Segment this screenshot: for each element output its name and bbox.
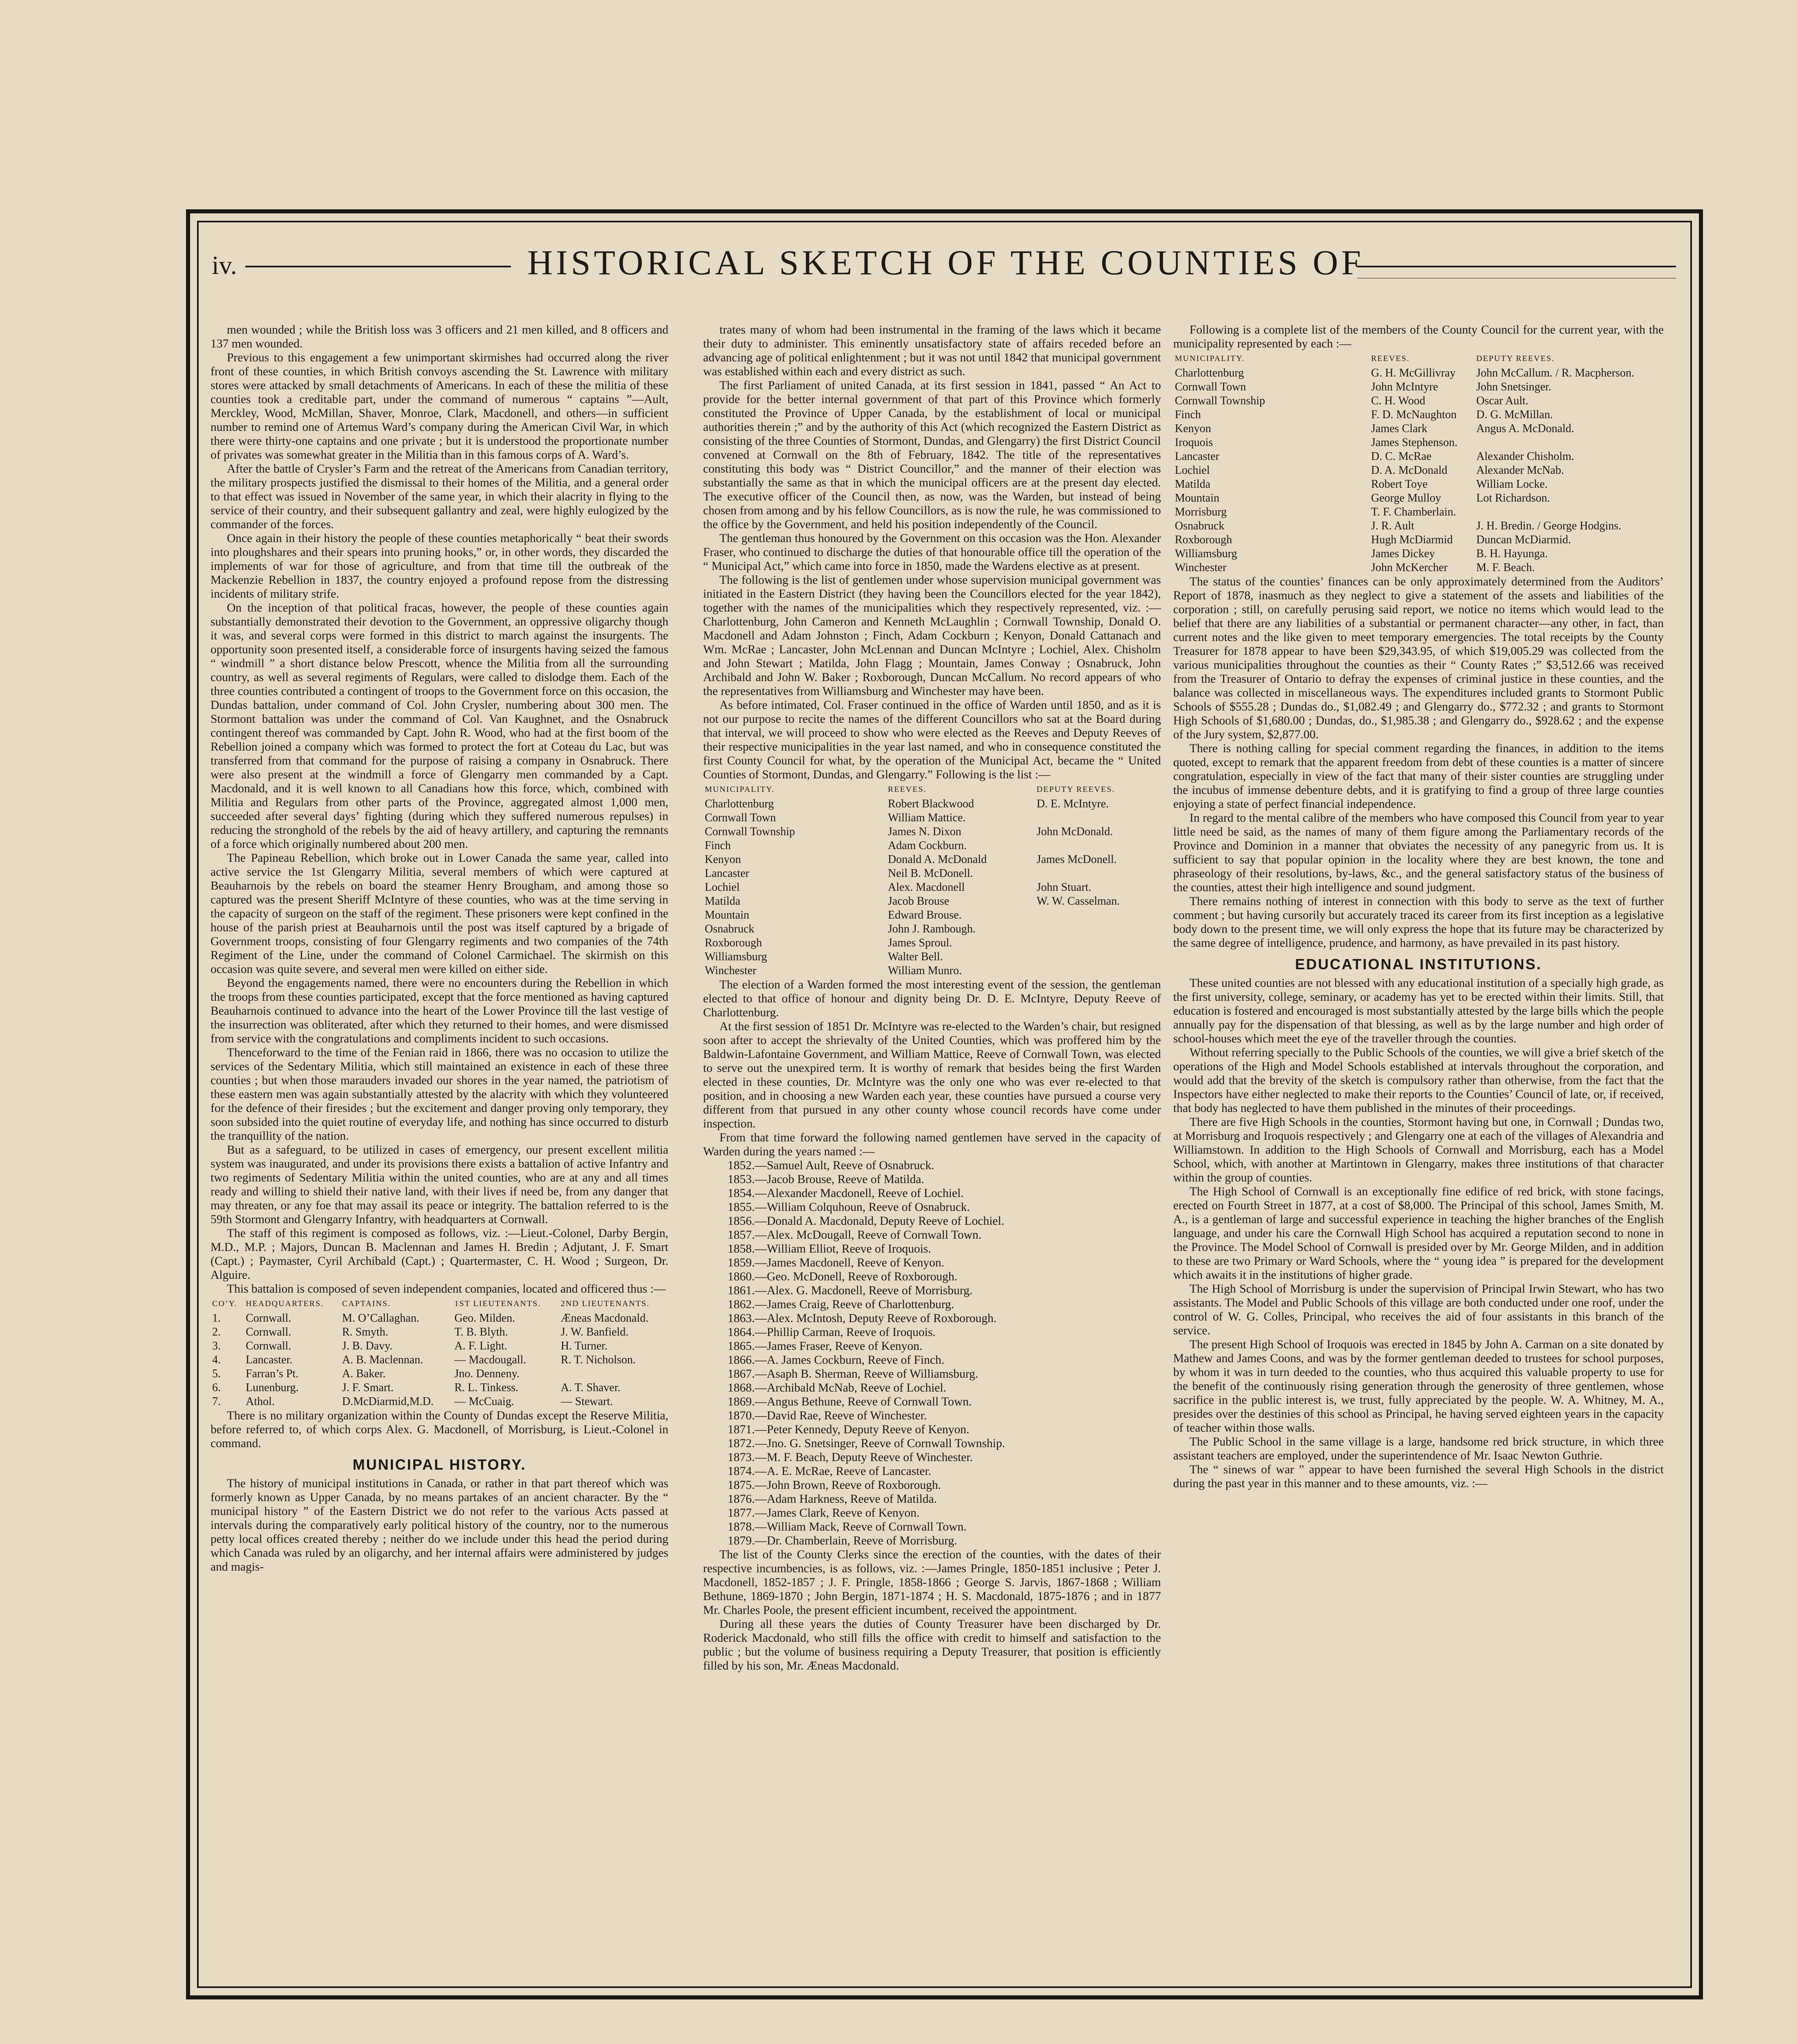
table-header-cell: REEVES. — [888, 785, 927, 794]
company-table-body — [211, 1311, 668, 1409]
council-1850-row — [703, 867, 1161, 881]
paragraph: The list of the County Clerks since the erection of the counties, with the dates of their respective incumbencies, is as follows, viz. :—James Pringle, 1850-1851 inclusive ; Peter J. Macdonell, 1852-1857 ; J. F. Pringle, 1858-1866 ; George S. Jarvis, 1867-1868 ; William Bethune, 1869-1870 ; John Bergin, 1871-1874 ; H. S. Macdonald, 1875-1876 ; and in 1877 Mr. Charles Poole, the present efficient incumbent, received the appointment. — [703, 1548, 1161, 1617]
table-cell: H. Turner. — [560, 1340, 608, 1352]
company-row — [211, 1339, 668, 1353]
table-cell: D. E. McIntyre. — [1036, 798, 1109, 810]
table-cell: J. H. Bredin. / George Hodgins. — [1476, 520, 1622, 532]
table-cell — [1035, 922, 1161, 936]
table-cell: R. T. Nicholson. — [560, 1354, 636, 1366]
warden-entry: 1868.—Archibald McNab, Reeve of Lochiel. — [728, 1381, 946, 1394]
paragraph: These united counties are not blessed with any educational institution of a specially high grade, as the first university, college, seminary, or academy has yet to be erected within their limits. Still, that education is fostered and encouraged is most substantially attested by the large bills which the people annually pay for the dispensation of that blessing, as well as by the large number and high order of school-houses which meet the eye of the traveller through the counties. — [1173, 977, 1664, 1045]
company-row — [211, 1311, 668, 1325]
table-cell: J. F. Smart. — [342, 1381, 394, 1394]
table-cell: John McIntyre — [1371, 381, 1438, 393]
paragraph: Beyond the engagements named, there were no encounters during the Rebellion in which the troops from these counties participated, except that the force mentioned as having captured Beauharnois continued to advance into the heart of the Lower Province till the last vestige of the insurrection was obliterated, after which they returned to their homes, and were dismissed from service with the congratulations and compliments incident to such occasions. — [211, 977, 668, 1045]
table-cell: James Stephenson. — [1371, 436, 1458, 449]
table-cell: — Stewart. — [560, 1395, 613, 1408]
council-1850-row — [703, 839, 1161, 853]
table-cell: Robert Toye — [1371, 478, 1428, 491]
paragraph: From that time forward the following named gentlemen have served in the capacity of Warden during the years named :— — [703, 1131, 1161, 1158]
col2-paragraphs-3 — [703, 1548, 1161, 1673]
council-current-row — [1173, 450, 1664, 464]
warden-entry: 1873.—M. F. Beach, Deputy Reeve of Winchester. — [728, 1451, 973, 1464]
warden-entry: 1861.—Alex. G. Macdonell, Reeve of Morrisburg. — [728, 1284, 973, 1297]
header-rule-right — [1357, 266, 1676, 267]
company-row — [211, 1395, 668, 1409]
table-cell: R. L. Tinkess. — [454, 1381, 518, 1394]
table-header-cell: DEPUTY REEVES. — [1476, 354, 1555, 363]
table-cell: John J. Rambough. — [888, 923, 976, 935]
council-current-row — [1173, 436, 1664, 450]
table-cell: D. A. McDonald — [1371, 464, 1447, 477]
educational-institutions-heading: EDUCATIONAL INSTITUTIONS. — [1295, 956, 1542, 973]
table-cell: Hugh McDiarmid — [1371, 533, 1453, 546]
council-current-intro: Following is a complete list of the members of the County Council for the current year, with the municipality represented by each :— — [1173, 323, 1664, 350]
table-header-cell: CAPTAINS. — [342, 1299, 391, 1308]
column-1 — [211, 323, 668, 1574]
warden-entry: 1853.—Jacob Brouse, Reeve of Matilda. — [728, 1173, 924, 1186]
table-cell: William Munro. — [888, 964, 962, 977]
column-3 — [1173, 323, 1664, 1490]
paragraph: There are five High Schools in the counties, Stormont having but one, in Cornwall ; Dundas two, at Morrisburg and Iroquois respectively ; and Glengarry one at each of the villages of Alexandria and Williamstown. In addition to the High Schools of Cornwall and Morrisburg, each has a Model School, which, with another at Martintown in Glengarry, makes three institutions of that character within the group of counties. — [1173, 1116, 1664, 1184]
warden-entry: 1871.—Peter Kennedy, Deputy Reeve of Kenyon. — [728, 1423, 970, 1436]
company-row — [211, 1381, 668, 1395]
warden-entry: 1864.—Phillip Carman, Reeve of Iroquois. — [728, 1326, 936, 1339]
council-current-row — [1173, 380, 1664, 394]
council-1850-row — [703, 964, 1161, 978]
council-1850-row — [703, 936, 1161, 950]
warden-entry: 1869.—Angus Bethune, Reeve of Cornwall Town. — [728, 1395, 972, 1408]
table-cell — [559, 1367, 668, 1381]
table-cell: Kenyon — [1175, 422, 1211, 435]
table-cell: Kenyon — [705, 853, 741, 866]
table-cell: Roxborough — [1175, 533, 1232, 546]
table-cell: Æneas Macdonald. — [560, 1312, 649, 1325]
table-cell — [1035, 950, 1161, 964]
council-current-row — [1173, 519, 1664, 533]
paragraph: During all these years the duties of County Treasurer have been discharged by Dr. Roderick Macdonald, who still fills the office with credit to himself and satisfaction to the public ; but the volume of business requiring a Deputy Treasurer, that position is efficiently filled by his son, Mr. Æneas Macdonald. — [703, 1618, 1161, 1672]
table-cell: William Mattice. — [888, 811, 966, 824]
council-current-row — [1173, 408, 1664, 422]
council-current-row — [1173, 464, 1664, 477]
table-cell: F. D. McNaughton — [1371, 408, 1457, 421]
council-current-row — [1173, 561, 1664, 575]
table-cell: Cornwall. — [246, 1312, 291, 1325]
table-cell: T. B. Blyth. — [454, 1326, 508, 1338]
paragraph: trates many of whom had been instrumental in the framing of the laws which it became their duty to administer. This eminently unsatisfactory state of affairs receded before an advancing age of political enlightenment ; but it was not until 1842 that municipal government was established within each and every district as such. — [703, 323, 1161, 378]
paragraph: As before intimated, Col. Fraser continued in the office of Warden until 1850, and as it is not our purpose to recite the names of the different Councillors who sat at the Board during that interval, we will proceed to show who were elected as the Reeves and Deputy Reeves of their respective municipalities in the year last named, and who in consequence constituted the first County Council for what, by the operation of the Municipal Act, became the “ United Counties of Stormont, Dundas, and Glengarry.” Following is the list :— — [703, 699, 1161, 781]
table-cell: M. F. Beach. — [1476, 561, 1535, 574]
col1-paragraphs — [211, 323, 668, 1296]
paragraph: Without referring specially to the Public Schools of the counties, we will give a brief sketch of the operations of the High and Model Schools established at intervals throughout the corporation, and would add that the brevity of the sketch is compulsory rather than otherwise, from the fact that the Inspectors have either neglected to make their reports to the Counties’ Council of late, or, if received, that body has neglected to have them published in the minutes of their proceedings. — [1173, 1046, 1664, 1115]
table-cell: Cornwall. — [246, 1326, 291, 1338]
table-cell — [1035, 908, 1161, 922]
table-cell: Farran’s Pt. — [246, 1367, 299, 1380]
table-cell: Winchester — [1175, 561, 1227, 574]
paragraph: On the inception of that political fracas, however, the people of these counties again substantially demonstrated their devotion to the Government, an oppressive oligarchy though it was, and several corps were formed in this district to march against the insurgents. The opportunity soon presented itself, a considerable force of insurgents having seized the famous “ windmill ” a short distance below Prescott, whence the Militia from all the surrounding country, as well as several regiments of Regulars, were called to dislodge them. Each of the three counties contributed a contingent of troops to the Government force on this occasion, the Dundas battalion, under command of Col. John Crysler, numbering about 300 men. The Stormont battalion was under the command of Col. Van Kaughnet, and the Osnabruck contingent thereof was commanded by Capt. John R. Wood, who had at the first boom of the Rebellion joined a company which was formed to protect the fort at Coteau du Lac, but was transferred from that command for the purpose of raising a company in Osnabruck. There were also present at the windmill a force of Glengarry men commanded by a Capt. Macdonald, and it is well known to all Canadians how this force, which, combined with Militia and Regulars from other parts of the Province, aggregated almost 1,000 men, succeeded after several days’ fighting (during which they suffered numerous repulses) in reducing the stronghold of the rebels by the aid of heavy artillery, and capturing the remnants of a force which originally numbered about 200 men. — [211, 601, 668, 851]
table-cell: Donald A. McDonald — [888, 853, 987, 866]
table-cell: Geo. Milden. — [454, 1312, 515, 1325]
paragraph: But as a safeguard, to be utilized in cases of emergency, our present excellent militia system was inaugurated, and under its provisions there exists a battalion of active Infantry and two regiments of Sedentary Militia within the united counties, who are at any and all times ready and willing to shield their native land, with their lives if need be, from any danger that may threaten, or any foe that may assail its peace or integrity. The battalion referred to is the 59th Stormont and Glengarry Infantry, with headquarters at Cornwall. — [211, 1143, 668, 1226]
council-current-row — [1173, 491, 1664, 505]
table-cell: Winchester — [705, 964, 757, 977]
company-row — [211, 1325, 668, 1339]
table-cell — [1474, 436, 1664, 450]
table-cell: John Snetsinger. — [1476, 381, 1551, 393]
council-current-row — [1173, 547, 1664, 561]
table-cell: James Clark — [1371, 422, 1427, 435]
table-cell — [1035, 936, 1161, 950]
table-cell: Cornwall Town — [705, 811, 776, 824]
table-cell: W. W. Casselman. — [1036, 895, 1120, 908]
warden-entry: 1860.—Geo. McDonell, Reeve of Roxborough. — [728, 1270, 958, 1283]
page-number: iv. — [212, 251, 237, 280]
table-cell: Jacob Brouse — [888, 895, 950, 908]
warden-entry: 1877.—James Clark, Reeve of Kenyon. — [728, 1506, 920, 1520]
warden-entry: 1855.—William Colquhoun, Reeve of Osnabruck. — [728, 1201, 970, 1214]
table-cell: — McCuaig. — [454, 1395, 514, 1408]
paragraph: There remains nothing of interest in connection with this body to serve as the text of further comment ; but having cursorily but accurately traced its career from its first inception as a legislative body down to the present time, we will only express the hope that its future may be characterized by the same degree of intelligence, prudence, and harmony, as have prevailed in its past history. — [1173, 895, 1664, 950]
table-cell: Mountain — [705, 909, 749, 921]
warden-entry: 1863.—Alex. McIntosh, Deputy Reeve of Roxborough. — [728, 1312, 997, 1325]
table-cell: Oscar Ault. — [1476, 394, 1528, 407]
table-cell: Iroquois — [1175, 436, 1213, 449]
company-row — [211, 1353, 668, 1367]
table-header-cell: 2ND LIEUTENANTS. — [560, 1299, 650, 1308]
table-header-cell: CO’Y. — [212, 1299, 238, 1308]
table-cell: Matilda — [1175, 478, 1211, 491]
council-1850-row — [703, 922, 1161, 936]
table-cell: C. H. Wood — [1371, 394, 1425, 407]
col2-paragraphs — [703, 323, 1161, 782]
table-cell: John McCallum. / R. Macpherson. — [1476, 367, 1634, 379]
table-cell: Adam Cockburn. — [888, 839, 967, 852]
warden-entry: 1854.—Alexander Macdonell, Reeve of Lochiel. — [728, 1187, 964, 1200]
table-cell: Osnabruck — [705, 923, 755, 935]
header-rule-left — [245, 266, 511, 267]
table-header-cell: HEADQUARTERS. — [246, 1299, 324, 1308]
council-current-table — [1173, 351, 1664, 575]
table-cell: R. Smyth. — [342, 1326, 388, 1338]
table-cell: James Dickey — [1371, 547, 1435, 560]
table-cell: G. H. McGillivray — [1371, 367, 1456, 379]
page-title: HISTORICAL SKETCH OF THE COUNTIES OF — [527, 243, 1365, 282]
table-cell: Cornwall Township — [1175, 394, 1265, 407]
table-cell — [1035, 811, 1161, 825]
council-1850-row — [703, 811, 1161, 825]
table-cell: Mountain — [1175, 492, 1219, 504]
table-cell — [1474, 505, 1664, 519]
paragraph: Previous to this engagement a few unimportant skirmishes had occurred along the river front of these counties, in which British convoys ascending the St. Lawrence with military stores were attacked by small detachments of Americans. In each of these the militia of these counties took a creditable part, under the command of numerous “ captains ”—Ault, Merckley, Wood, McMillan, Shaver, Monroe, Clark, Macdonell, and others—in sufficient number to remind one of Artemus Ward’s company during the American Civil War, in which there were thirty-one captains and one private ; but it is understood the proportionate number of privates was somewhat greater in the Militia than in this famous corps of A. Ward’s. — [211, 351, 668, 462]
council-1850-row — [703, 894, 1161, 908]
company-row — [211, 1367, 668, 1381]
table-cell: Robert Blackwood — [888, 798, 974, 810]
table-cell: Lunenburg. — [246, 1381, 299, 1394]
table-cell: Matilda — [705, 895, 741, 908]
table-cell — [1035, 964, 1161, 978]
municipal-history-paragraph: The history of municipal institutions in Canada, or rather in that part thereof which was formerly known as Upper Canada, by no means partakes of an ancient character. By the “ municipal history ” of the Eastern District we do not refer to the various Acts passed at intervals during the comparatively early political history of the country, nor to the numerous petty local offices created thereby ; neither do we include under this head the period during which Canada was ruled by an oligarchy, and her internal affairs were administered by judges and magis- — [211, 1477, 668, 1573]
warden-entry: 1856.—Donald A. Macdonald, Deputy Reeve of Lochiel. — [728, 1215, 1004, 1228]
table-cell: A. F. Light. — [454, 1340, 507, 1352]
education-paragraphs — [1173, 976, 1664, 1490]
warden-entry: 1875.—John Brown, Reeve of Roxborough. — [728, 1479, 941, 1492]
paragraph: The present High School of Iroquois was erected in 1845 by John A. Carman on a site donated by Mathew and James Coons, and was by the former gentleman deeded to trustees for school purposes, by whom it was in turn deeded to the counties, who thus acquired this valuable property to use for the benefit of the continuously rising generation through the generosity of three gentlemen, whose sacrifice in the public interest is, we trust, fully appreciated by the people. W. A. Whitney, M. A., presides over the destinies of this school as Principal, he having served eighteen years in the capacity of teacher within those walls. — [1173, 1338, 1664, 1434]
warden-entry: 1858.—William Elliot, Reeve of Iroquois. — [728, 1242, 931, 1255]
table-cell: Walter Bell. — [888, 950, 943, 963]
company-table — [211, 1296, 668, 1409]
table-cell: 3. — [212, 1340, 221, 1352]
table-cell: Cornwall Town — [1175, 381, 1246, 393]
paragraph: The High School of Cornwall is an exceptionally fine edifice of red brick, with stone facings, erected on Fourth Street in 1877, at a cost of $8,000. The Principal of this school, James Smith, M. A., is a gentleman of large and successful experience in teaching the higher branches of the English language, and under his care the Cornwall High School has acquired a reputation second to none in the Province. The Model School of Cornwall is presided over by Mr. George Milden, and in addition to these are two Primary or Ward Schools, where the “ young idea ” is prepared for the development which awaits it in the institutions of higher grade. — [1173, 1185, 1664, 1282]
table-cell: Cornwall. — [246, 1340, 291, 1352]
table-cell: James Sproul. — [888, 937, 952, 949]
table-cell: Cornwall Township — [705, 825, 795, 838]
table-cell: J. R. Ault — [1371, 520, 1414, 532]
paragraph: The status of the counties’ finances can be only approximately determined from the Auditors’ Report of 1878, inasmuch as they neglect to give a statement of the assets and liabilities of the corporation ; still, on carefully perusing said report, we notice no items which would lead to the belief that there are any liabilities of a substantial or permanent character—any other, in fact, than current notes and the like given to meet temporary emergencies. The total receipts by the County Treasurer for 1878 appear to have been $29,343.95, of which $19,005.29 was collected from the various municipalities throughout the counties as their “ County Rates ;” $3,512.66 was received from the Treasurer of Ontario to defray the expenses of criminal justice in these counties, and the balance was collected in miscellaneous ways. The expenditures included grants to Stormont Public Schools of $555.28 ; Dundas do., $1,082.49 ; and Glengarry do., $772.32 ; and grants to Stormont High Schools of $1,680.00 ; Dundas, do., $1,985.38 ; and Glengarry do., $928.62 ; and the expense of the Jury system, $2,877.00. — [1173, 575, 1664, 741]
paragraph: There is nothing calling for special comment regarding the finances, in addition to the items quoted, except to remark that the apparent freedom from debt of these counties is a matter of sincere congratulation, especially in view of the fact that many of their sister counties are struggling under the incubus of immense debenture debts, and it is gratifying to find a group of three large counties enjoying a state of perfect financial independence. — [1173, 742, 1664, 811]
table-cell: Lancaster. — [246, 1354, 293, 1366]
table-cell: John McKercher — [1371, 561, 1448, 574]
warden-entry: 1870.—David Rae, Reeve of Winchester. — [728, 1409, 927, 1422]
council-1850-table — [703, 782, 1161, 978]
table-header-cell: 1ST LIEUTENANTS. — [454, 1299, 541, 1308]
municipal-history-heading: MUNICIPAL HISTORY. — [352, 1456, 527, 1473]
table-cell: B. H. Hayunga. — [1476, 547, 1548, 560]
table-cell: William Locke. — [1476, 478, 1548, 491]
table-cell: A. Baker. — [342, 1367, 386, 1380]
table-cell: Duncan McDiarmid. — [1476, 533, 1571, 546]
col3-paragraphs — [1173, 575, 1664, 950]
paragraph: The first Parliament of united Canada, at its first session in 1841, passed “ An Act to provide for the better internal government of that part of this Province which formerly constituted the Province of Upper Canada, by the establishment of local or municipal authorities therein ;” and by the authority of this Act (which recognized the Eastern District as consisting of the three Counties of Stormont, Dundas, and Glengarry) the first District Council convened at Cornwall on the 8th of February, 1842. The title of the representatives constituting this body was “ District Councillor,” and the manner of their election was substantially the same as that in which the municipal officers are at the present day elected. The executive officer of the Council then, as now, was the Warden, but instead of being chosen from among and by his fellow Councillors, as is now the rule, he was commissioned to the office by the Government, and held his position independently of the Council. — [703, 379, 1161, 531]
council-current-row — [1173, 505, 1664, 519]
table-cell: Lancaster — [705, 867, 749, 880]
table-cell: Edward Brouse. — [888, 909, 962, 921]
warden-entry: 1876.—Adam Harkness, Reeve of Matilda. — [728, 1493, 937, 1506]
table-cell: 2. — [212, 1326, 221, 1338]
table-header-cell: MUNICIPALITY. — [1175, 354, 1245, 363]
table-cell: Lot Richardson. — [1476, 492, 1550, 504]
paragraph: Thenceforward to the time of the Fenian raid in 1866, there was no occasion to utilize the services of the Sedentary Militia, which still maintained an existence in each of these three counties ; but when those marauders invaded our shores in the year named, the patriotism of these eastern men was again substantially attested by the alacrity with which they volunteered for the defence of their firesides ; but the excitement and danger proving only temporary, they soon subsided into the quiet routine of everyday life, and nothing has since occurred to disturb the tranquillity of the nation. — [211, 1046, 668, 1143]
wardens-list — [703, 1159, 1161, 1548]
paragraph: The “ sinews of war ” appear to have been furnished the several High Schools in the district during the past year in this manner and to these amounts, viz. :— — [1173, 1463, 1664, 1490]
table-cell: James McDonell. — [1036, 853, 1117, 866]
council-1850-row — [703, 825, 1161, 839]
table-cell: Osnabruck — [1175, 520, 1225, 532]
council-current-body — [1173, 366, 1664, 575]
council-current-row — [1173, 533, 1664, 547]
paragraph: In regard to the mental calibre of the members who have composed this Council from year to year little need be said, as the names of many of them figure among the Parliamentary records of the Province and Dominion in a manner that obviates the necessity of any panegyric from us. It is sufficient to say that popular opinion in the locality where they are best known, the tone and phraseology of their resolutions, by-laws, &c., and the general satisfactory status of the business of the counties, attest their high intelligence and sound judgment. — [1173, 811, 1664, 894]
column-2 — [703, 323, 1161, 1673]
warden-entry: 1865.—James Fraser, Reeve of Kenyon. — [728, 1340, 923, 1353]
paragraph: The Public School in the same village is a large, handsome red brick structure, in which three assistant teachers are employed, under the superintendence of Mr. Isaac Newton Guthrie. — [1173, 1435, 1664, 1462]
table-cell: Williamsburg — [1175, 547, 1237, 560]
table-cell: Athol. — [246, 1395, 275, 1408]
table-cell: — Macdougall. — [454, 1354, 527, 1366]
table-header-cell: REEVES. — [1371, 354, 1410, 363]
table-cell: George Mulloy — [1371, 492, 1441, 504]
table-cell: Finch — [705, 839, 731, 852]
table-cell — [1035, 839, 1161, 853]
warden-entry: 1859.—James Macdonell, Reeve of Kenyon. — [728, 1256, 945, 1269]
table-cell: Charlottenburg — [705, 798, 774, 810]
table-cell: Alex. Macdonell — [888, 881, 965, 894]
table-cell: Alexander Chisholm. — [1476, 450, 1574, 463]
warden-entry: 1867.—Asaph B. Sherman, Reeve of Williamsburg. — [728, 1367, 979, 1381]
warden-entry: 1872.—Jno. G. Snetsinger, Reeve of Cornwall Township. — [728, 1437, 1005, 1450]
table-cell: Morrisburg — [1175, 506, 1227, 518]
council-1850-row — [703, 881, 1161, 894]
table-cell: D.McDiarmid,M.D. — [342, 1395, 434, 1408]
table-header-cell: MUNICIPALITY. — [705, 785, 775, 794]
council-current-row — [1173, 422, 1664, 436]
council-1850-body — [703, 797, 1161, 978]
council-current-row — [1173, 366, 1664, 380]
table-cell: J. B. Davy. — [342, 1340, 393, 1352]
table-cell: 6. — [212, 1381, 221, 1394]
table-cell: Lancaster — [1175, 450, 1219, 463]
paragraph: After the battle of Crysler’s Farm and the retreat of the Americans from Canadian territory, the military prospects justified the dismissal to their homes of the Militia, and a general order to that effect was issued in November of the same year, in which their alacrity in flying to the service of their country, and their subsequent gallantry and zeal, were highly eulogized by the commander of the forces. — [211, 462, 668, 531]
table-cell: Roxborough — [705, 937, 762, 949]
table-cell: 5. — [212, 1367, 221, 1380]
paragraph: This battalion is composed of seven independent companies, located and officered thus :— — [227, 1282, 666, 1295]
table-cell — [1035, 867, 1161, 881]
table-cell: 1. — [212, 1312, 221, 1325]
table-cell: Neil B. McDonell. — [888, 867, 973, 880]
paragraph: The gentleman thus honoured by the Government on this occasion was the Hon. Alexander Fraser, who continued to discharge the duties of that honourable office till the operation of the “ Municipal Act,” which came into force in 1850, made the Wardens elective as at present. — [703, 532, 1161, 573]
table-cell: D. C. McRae — [1371, 450, 1432, 463]
paragraph: The following is the list of gentlemen under whose supervision municipal government was initiated in the Eastern District (they having been the Councillors elected for the year 1842), together with the names of the municipalities which they respectively represented, viz. :—Charlottenburg, John Cameron and Kenneth McLaughlin ; Cornwall Township, Donald O. Macdonell and Adam Johnston ; Finch, Adam Cockburn ; Kenyon, Donald Cattanach and Wm. McRae ; Lancaster, John McLennan and Duncan McIntyre ; Lochiel, Alex. Chisholm and John Stewart ; Matilda, John Flagg ; Mountain, James Conway ; Osnabruck, John Archibald and John W. Baker ; Roxborough, Duncan McCallum. No record appears of who the representatives from Williamsburg and Winchester may have been. — [703, 574, 1161, 698]
table-cell: John McDonald. — [1036, 825, 1113, 838]
paragraph: At the first session of 1851 Dr. McIntyre was re-elected to the Warden’s chair, but resigned soon after to accept the shrievalty of the United Counties, which was proffered him by the Baldwin-Lafontaine Government, and William Mattice, Reeve of Cornwall Town, was elected to serve out the unexpired term. It is worthy of remark that besides being the first Warden elected in these counties, Dr. McIntyre was the only one who was ever re-elected to that position, and in choosing a new Warden each year, these counties have pursued a course very different from that pursued in any other county whose council records have come under inspection. — [703, 1020, 1161, 1130]
table-header-cell: DEPUTY REEVES. — [1036, 785, 1115, 794]
table-cell: Alexander McNab. — [1476, 464, 1564, 477]
warden-entry: 1862.—James Craig, Reeve of Charlottenburg. — [728, 1298, 955, 1311]
council-current-row — [1173, 477, 1664, 491]
table-cell: Jno. Denneny. — [454, 1367, 520, 1380]
table-cell: J. W. Banfield. — [560, 1326, 629, 1338]
table-cell: Lochiel — [1175, 464, 1210, 477]
table-cell: A. B. Maclennan. — [342, 1354, 423, 1366]
council-current-header — [1173, 351, 1664, 366]
table-cell: 4. — [212, 1354, 221, 1366]
table-cell: Finch — [1175, 408, 1201, 421]
table-cell: D. G. McMillan. — [1476, 408, 1553, 421]
warden-entry: 1852.—Samuel Ault, Reeve of Osnabruck. — [728, 1159, 934, 1172]
warden-entry: 1874.—A. E. McRae, Reeve of Lancaster. — [728, 1465, 932, 1478]
council-1850-row — [703, 797, 1161, 811]
council-1850-row — [703, 908, 1161, 922]
warden-entry: 1857.—Alex. McDougall, Reeve of Cornwall Town. — [728, 1228, 981, 1242]
table-cell: T. F. Chamberlain. — [1371, 506, 1456, 518]
paragraph: The staff of this regiment is composed as follows, viz. :—Lieut.-Colonel, Darby Bergin, M.D., M.P. ; Majors, Duncan B. Maclennan and James H. Bredin ; Adjutant, J. F. Smart (Capt.) ; Paymaster, Cyril Archibald (Capt.) ; Quartermaster, C. H. Wood ; Surgeon, Dr. Alguire. — [211, 1227, 668, 1282]
council-1850-row — [703, 853, 1161, 867]
paragraph: The High School of Morrisburg is under the supervision of Principal Irwin Stewart, who has two assistants. The Model and Public Schools of this village are both conducted under one roof, under the control of W. G. Colles, Principal, who receives the aid of four assistants in this branch of the service. — [1173, 1282, 1664, 1337]
table-cell: M. O’Callaghan. — [342, 1312, 419, 1325]
warden-entry: 1879.—Dr. Chamberlain, Reeve of Morrisburg. — [728, 1534, 957, 1547]
paragraph: men wounded ; while the British loss was 3 officers and 21 men killed, and 8 officers and 137 men wounded. — [211, 323, 668, 350]
table-cell: John Stuart. — [1036, 881, 1091, 894]
council-1850-row — [703, 950, 1161, 964]
paragraph: The Papineau Rebellion, which broke out in Lower Canada the same year, called into active service the 1st Glengarry Militia, several members of which were captured at Beauharnois by the rebels on board the steamer Henry Brougham, and among those so captured was the present Sheriff McIntyre of these counties, who was at the time serving in the capacity of surgeon on the staff of the regiment. These prisoners were kept confined in the house of the parish priest at Beauharnois until the post was itself captured by a brigade of Government troops, consisting of four Glengarry regiments and two companies of the 74th Regiment of the Line, under the command of Colonel Carmichael. The skirmish on this occasion was quite severe, and several men were killed on either side. — [211, 852, 668, 976]
col2-paragraphs-2 — [703, 978, 1161, 1159]
paragraph: Once again in their history the people of these counties metaphorically “ beat their swords into ploughshares and their spears into pruning hooks,” or, in other words, they discarded the implements of war for those of agriculture, and from that time till the outbreak of the Mackenzie Rebellion in 1837, the country enjoyed a profound repose from the distressing incidents of military strife. — [211, 532, 668, 601]
col1-after-table: There is no military organization within the County of Dundas except the Reserve Militia, before referred to, of which corps Alex. G. Macdonell, of Morrisburg, is Lieut.-Colonel in command. — [211, 1409, 668, 1450]
paragraph: The election of a Warden formed the most interesting event of the session, the gentleman elected to that office of honour and dignity being Dr. D. E. McIntyre, Deputy Reeve of Charlottenburg. — [703, 978, 1161, 1019]
company-table-header — [211, 1296, 668, 1311]
table-cell: 7. — [212, 1395, 221, 1408]
table-cell: Angus A. McDonald. — [1476, 422, 1574, 435]
table-cell: Lochiel — [705, 881, 740, 894]
warden-entry: 1878.—William Mack, Reeve of Cornwall Town. — [728, 1520, 967, 1533]
council-1850-header — [703, 782, 1161, 797]
table-cell: Charlottenburg — [1175, 367, 1244, 379]
warden-entry: 1866.—A. James Cockburn, Reeve of Finch. — [728, 1354, 945, 1367]
table-cell: James N. Dixon — [888, 825, 961, 838]
council-current-row — [1173, 394, 1664, 408]
table-cell: Williamsburg — [705, 950, 767, 963]
table-cell: A. T. Shaver. — [560, 1381, 621, 1394]
